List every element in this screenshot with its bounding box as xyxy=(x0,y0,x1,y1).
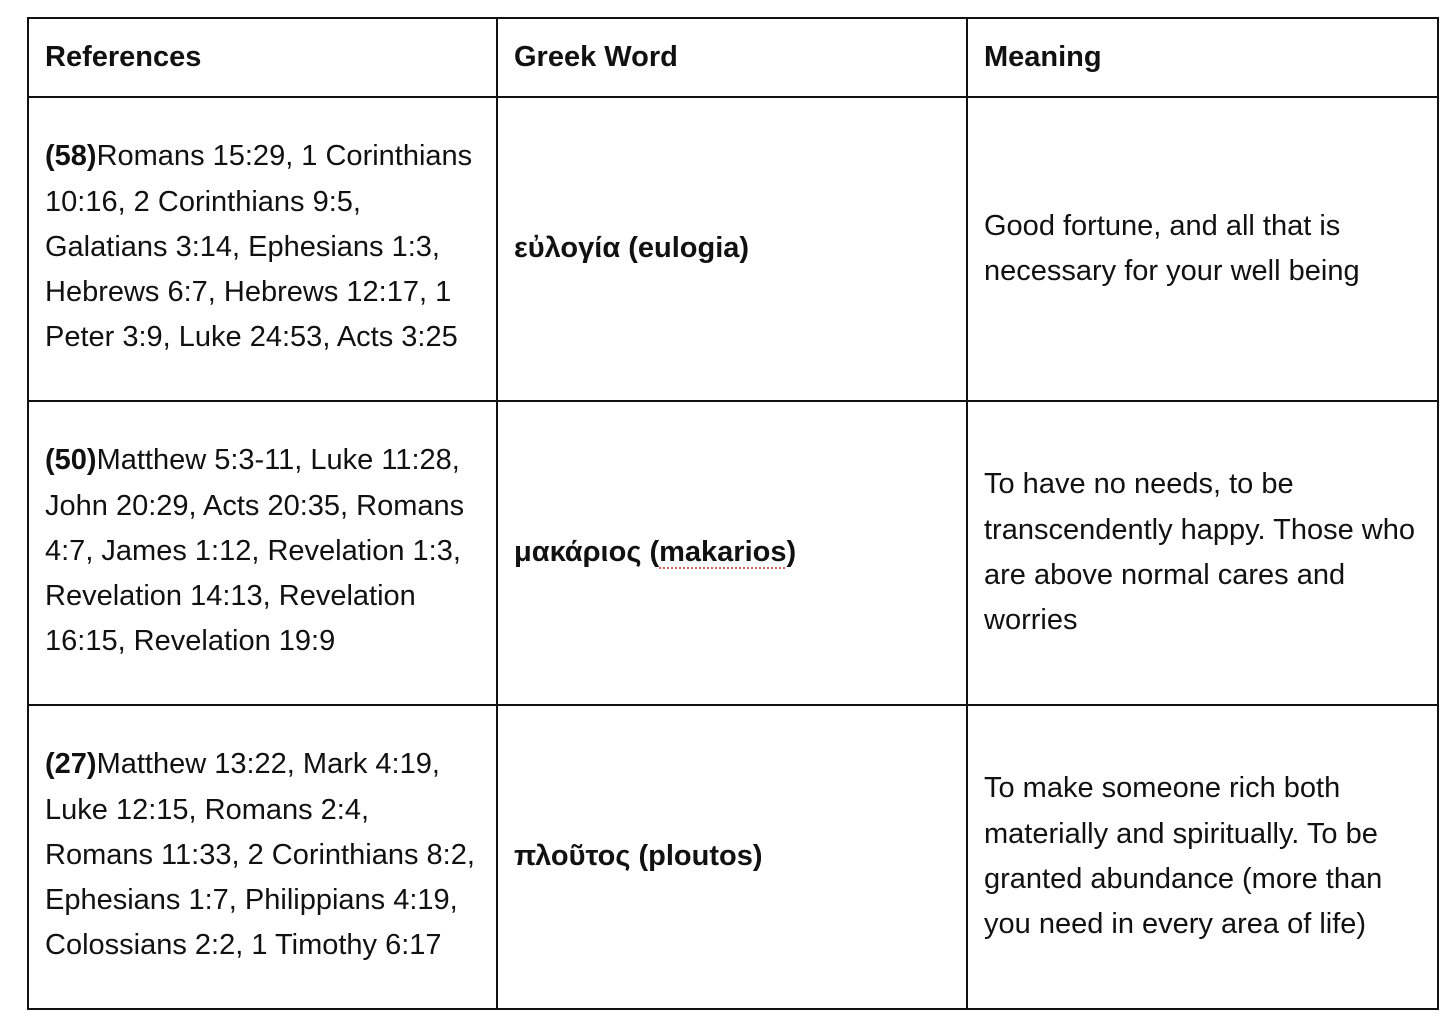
table-row xyxy=(28,97,1438,401)
greek-word-cell: εὐλογία (eulogia) xyxy=(497,97,967,401)
greek-word-cell: πλοῦτος (ploutos) xyxy=(497,705,967,1009)
reference-list: Romans 15:29, 1 Corinthians 10:16, 2 Corinthians 9:5, Galatians 3:14, Ephesians 1:3, Hebrews 6:7, Hebrews 12:17, 1 Peter 3:9, Luke 24:53, Acts 3:25 xyxy=(45,140,473,354)
reference-count: (50) xyxy=(45,444,97,477)
meaning-cell: Good fortune, and all that is necessary for your well being xyxy=(967,97,1438,401)
table-row xyxy=(28,401,1438,705)
greek-words-table xyxy=(27,17,1439,1010)
table-row xyxy=(28,705,1438,1009)
header-greek-word: Greek Word xyxy=(497,18,967,97)
greek-word-native: μακάριος ( xyxy=(514,536,660,569)
table-header-row xyxy=(28,18,1438,97)
meaning-cell: To make someone rich both materially and spiritually. To be granted abundance (more than you need in every area of life) xyxy=(967,705,1438,1009)
greek-word-transliteration: makarios xyxy=(659,536,787,569)
reference-list: Matthew 5:3-11, Luke 11:28, John 20:29, Acts 20:35, Romans 4:7, James 1:12, Revelation 1:3, Revelation 14:13, Revelation 16:15, Revelation 19:9 xyxy=(45,444,465,658)
references-cell xyxy=(28,401,497,705)
reference-count: (58) xyxy=(45,140,97,173)
header-meaning: Meaning xyxy=(967,18,1438,97)
greek-word-cell xyxy=(497,401,967,705)
meaning-cell: To have no needs, to be transcendently happy. Those who are above normal cares and worries xyxy=(967,401,1438,705)
reference-list: Matthew 13:22, Mark 4:19, Luke 12:15, Romans 2:4, Romans 11:33, 2 Corinthians 8:2, Ephesians 1:7, Philippians 4:19, Colossians 2:2, 1 Timothy 6:17 xyxy=(45,748,475,962)
greek-words-table-container xyxy=(27,17,1437,1010)
header-references: References xyxy=(28,18,497,97)
reference-count: (27) xyxy=(45,748,97,781)
references-cell xyxy=(28,705,497,1009)
references-cell xyxy=(28,97,497,401)
greek-word-close-paren: ) xyxy=(786,536,797,569)
